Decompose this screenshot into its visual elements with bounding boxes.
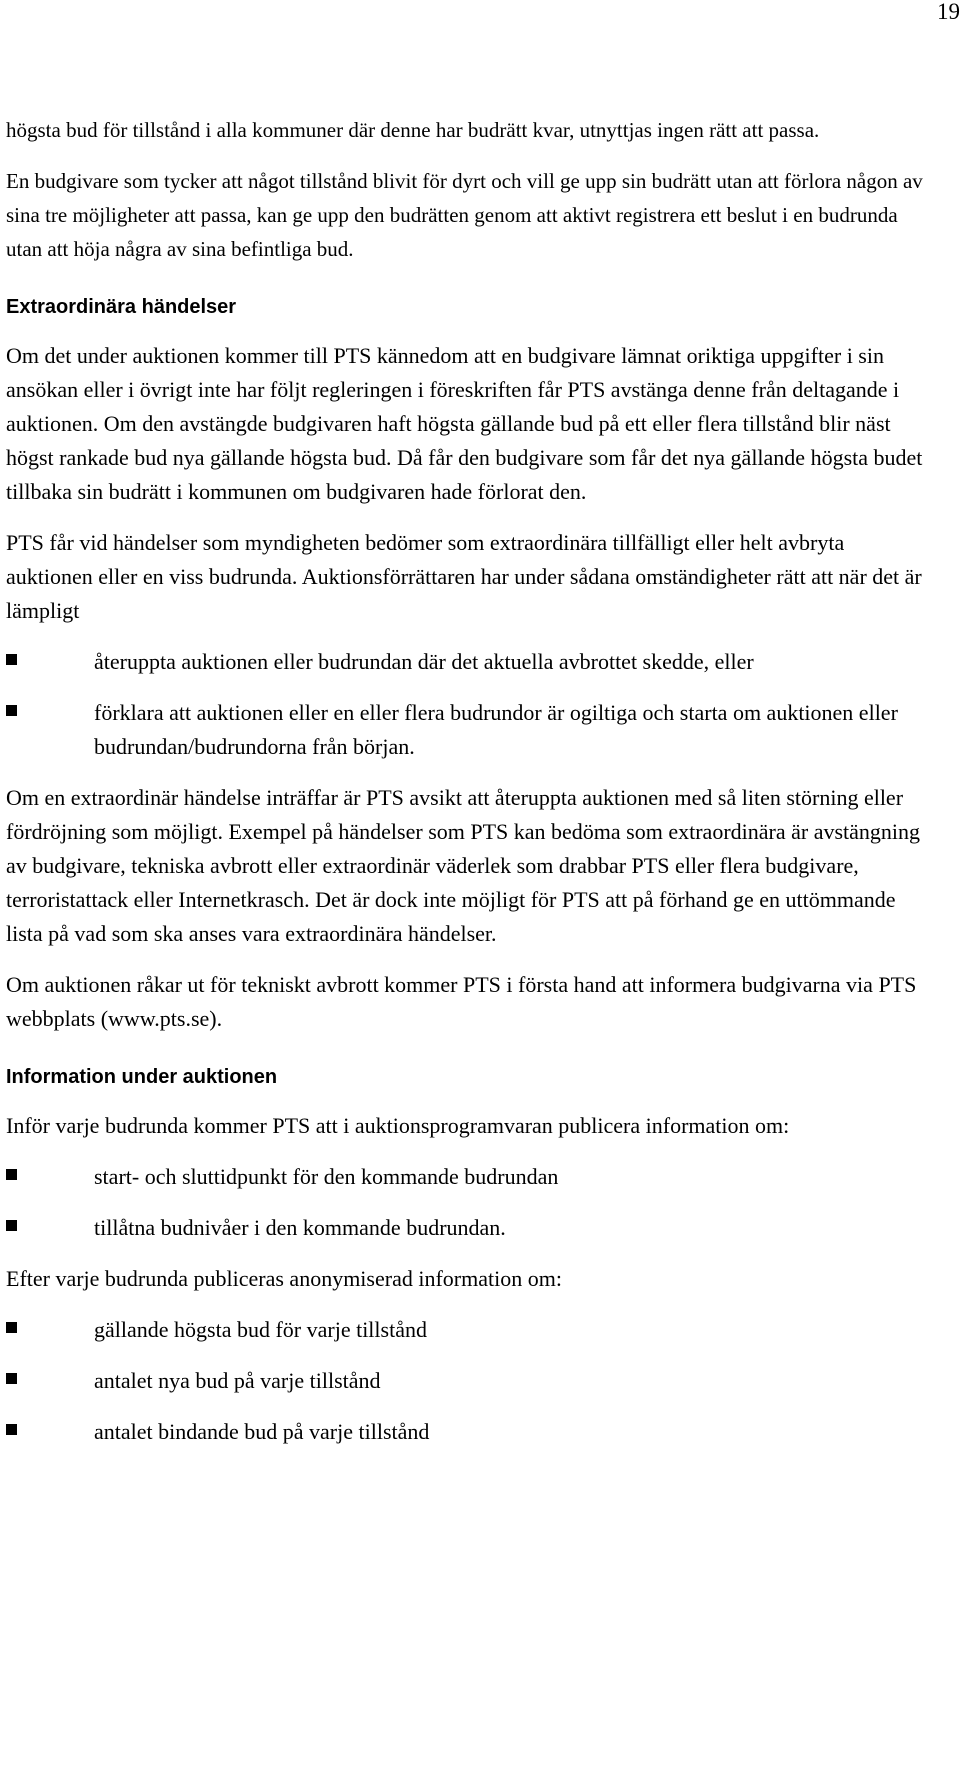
square-bullet-icon <box>6 1373 17 1384</box>
bullet-list-after-round <box>6 1313 936 1449</box>
list-item-text: antalet nya bud på varje tillstånd <box>94 1368 381 1393</box>
paragraph-technical-outage: Om auktionen råkar ut för tekniskt avbrott kommer PTS i första hand att informera budgivarna via PTS webbplats (www.pts.se). <box>6 972 917 1031</box>
list-item-text: förklara att auktionen eller en eller flera budrundor är ogiltiga och starta om auktionen eller budrundan/budrundorna från början. <box>94 700 898 759</box>
paragraph-resume-intent: Om en extraordinär händelse inträffar är PTS avsikt att återuppta auktionen med så liten störning eller fördröjning som möjligt. Exempel på händelser som PTS kan bedöma som extraordinära är avstängning av budgivare, tekniska avbrott eller extraordinär väderlek som drabbar PTS eller flera budgivare, terroristattack eller Internetkrasch. Det är dock inte möjligt för PTS att på förhand ge en uttömmande lista på vad som ska anses vara extraordinära händelser. <box>6 785 921 946</box>
bullet-list-before-round <box>6 1160 936 1245</box>
list-item <box>6 1364 936 1398</box>
square-bullet-icon <box>6 1169 17 1180</box>
square-bullet-icon <box>6 1322 17 1333</box>
document-body <box>6 113 936 1449</box>
list-item-text: gällande högsta bud för varje tillstånd <box>94 1317 427 1342</box>
paragraph-continued: högsta bud för tillstånd i alla kommuner där denne har budrätt kvar, utnyttjas ingen rätt att passa. <box>6 118 820 142</box>
page-number: 19 <box>937 0 960 24</box>
square-bullet-icon <box>6 1220 17 1231</box>
list-item <box>6 696 936 764</box>
list-item <box>6 1211 936 1245</box>
heading-extraordinary-events: Extraordinära händelser <box>6 296 237 318</box>
list-item-text: återuppta auktionen eller budrundan där det aktuella avbrottet skedde, eller <box>94 649 754 674</box>
paragraph-interruption: PTS får vid händelser som myndigheten bedömer som extraordinära tillfälligt eller helt avbryta auktionen eller en viss budrunda. Auktionsförrättaren har under sådana omständigheter rätt att när det är lämpligt <box>6 530 922 623</box>
list-item-text: antalet bindande bud på varje tillstånd <box>94 1419 430 1444</box>
heading-information-during-auction: Information under auktionen <box>6 1066 278 1088</box>
paragraph-give-up-bidding-right: En budgivare som tycker att något tillstånd blivit för dyrt och vill ge upp sin budrätt utan att förlora någon av sina tre möjligheter att passa, kan ge upp den budrätten genom att aktivt registrera ett beslut i en budrunda utan att höja några av sina befintliga bud. <box>6 169 923 261</box>
list-item <box>6 1160 936 1194</box>
list-item <box>6 1313 936 1347</box>
square-bullet-icon <box>6 1424 17 1435</box>
list-item <box>6 645 936 679</box>
paragraph-before-round: Inför varje budrunda kommer PTS att i auktionsprogramvaran publicera information om: <box>6 1113 790 1138</box>
square-bullet-icon <box>6 705 17 716</box>
list-item <box>6 1415 936 1449</box>
square-bullet-icon <box>6 654 17 665</box>
bullet-list-auctioneer-rights <box>6 645 936 764</box>
list-item-text: start- och sluttidpunkt för den kommande budrundan <box>94 1164 559 1189</box>
paragraph-after-round: Efter varje budrunda publiceras anonymiserad information om: <box>6 1266 562 1291</box>
list-item-text: tillåtna budnivåer i den kommande budrundan. <box>94 1215 506 1240</box>
paragraph-suspension: Om det under auktionen kommer till PTS kännedom att en budgivare lämnat oriktiga uppgifter i sin ansökan eller i övrigt inte har följt regleringen i föreskriften får PTS avstänga denne från deltagande i auktionen. Om den avstängde budgivaren haft högsta gällande bud på ett eller flera tillstånd blir näst högst rankade bud nya gällande högsta bud. Då får den budgivare som får det nya gällande högsta budet tillbaka sin budrätt i kommunen om budgivaren hade förlorat den. <box>6 343 923 504</box>
